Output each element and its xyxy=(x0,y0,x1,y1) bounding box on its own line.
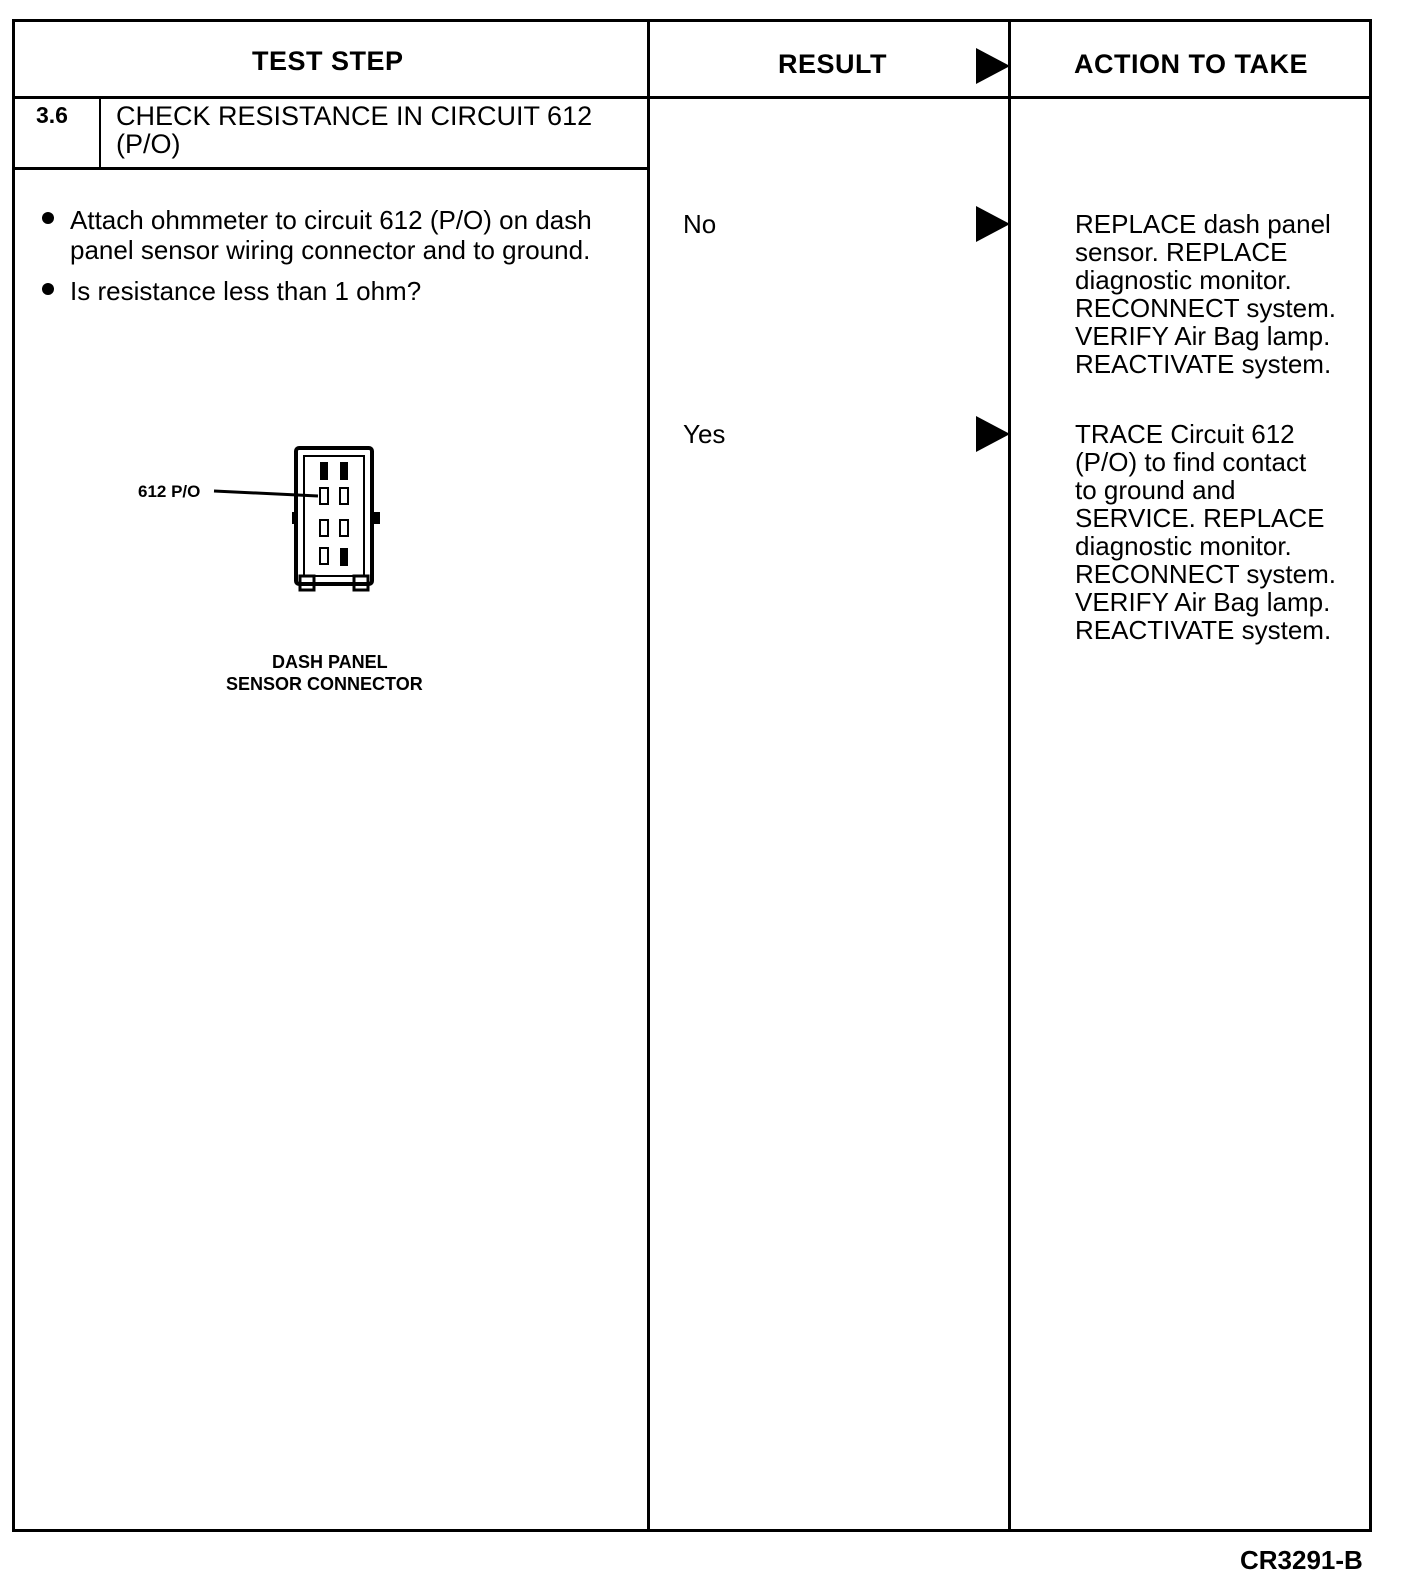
diagram-caption-line-2: SENSOR CONNECTOR xyxy=(226,674,423,694)
column-divider-1 xyxy=(647,19,650,1532)
table-left-border xyxy=(12,19,15,1532)
action-yes-line-3: to ground and xyxy=(1075,475,1236,505)
step-number: 3.6 xyxy=(36,102,68,128)
header-result: RESULT xyxy=(778,49,887,79)
action-no-line-6: REACTIVATE system. xyxy=(1075,349,1332,379)
action-yes-line-1: TRACE Circuit 612 xyxy=(1075,419,1295,449)
column-divider-2 xyxy=(1008,19,1011,1532)
action-yes-line-2: (P/O) to find contact xyxy=(1075,447,1307,477)
table-right-border xyxy=(1369,19,1372,1532)
dash-panel-connector-diagram xyxy=(200,440,400,600)
step-title-line-2: (P/O) xyxy=(116,129,181,159)
action-no-line-5: VERIFY Air Bag lamp. xyxy=(1075,321,1331,351)
bullet-icon xyxy=(42,283,54,295)
result-yes-label: Yes xyxy=(683,419,726,449)
step-title-divider xyxy=(12,167,650,170)
bullet-icon xyxy=(42,212,54,224)
header-arrow-icon xyxy=(976,48,1010,84)
action-no-line-4: RECONNECT system. xyxy=(1075,293,1336,323)
action-yes-line-4: SERVICE. REPLACE xyxy=(1075,503,1325,533)
instruction-1-line-2: panel sensor wiring connector and to ground. xyxy=(70,235,591,265)
table-top-border xyxy=(12,19,1372,22)
action-yes-line-5: diagnostic monitor. xyxy=(1075,531,1292,561)
action-yes-line-6: RECONNECT system. xyxy=(1075,559,1336,589)
action-no-line-3: diagnostic monitor. xyxy=(1075,265,1292,295)
instruction-1-line-1: Attach ohmmeter to circuit 612 (P/O) on dash xyxy=(70,205,592,235)
action-no-line-1: REPLACE dash panel xyxy=(1075,209,1331,239)
header-divider xyxy=(12,96,1372,99)
result-no-label: No xyxy=(683,209,717,239)
step-title-line-1: CHECK RESISTANCE IN CIRCUIT 612 xyxy=(116,101,593,131)
header-action-to-take: ACTION TO TAKE xyxy=(1074,49,1308,79)
action-yes-line-8: REACTIVATE system. xyxy=(1075,615,1332,645)
instruction-2: Is resistance less than 1 ohm? xyxy=(70,276,422,306)
result-no-arrow-icon xyxy=(976,206,1010,242)
header-test-step: TEST STEP xyxy=(252,46,404,76)
action-no-line-2: sensor. REPLACE xyxy=(1075,237,1288,267)
figure-code: CR3291-B xyxy=(1240,1545,1363,1575)
result-yes-arrow-icon xyxy=(976,416,1010,452)
diagram-caption-line-1: DASH PANEL xyxy=(272,652,388,672)
pin-label: 612 P/O xyxy=(138,482,201,501)
action-yes-line-7: VERIFY Air Bag lamp. xyxy=(1075,587,1331,617)
step-number-divider xyxy=(99,96,101,169)
table-bottom-border xyxy=(12,1529,1372,1532)
